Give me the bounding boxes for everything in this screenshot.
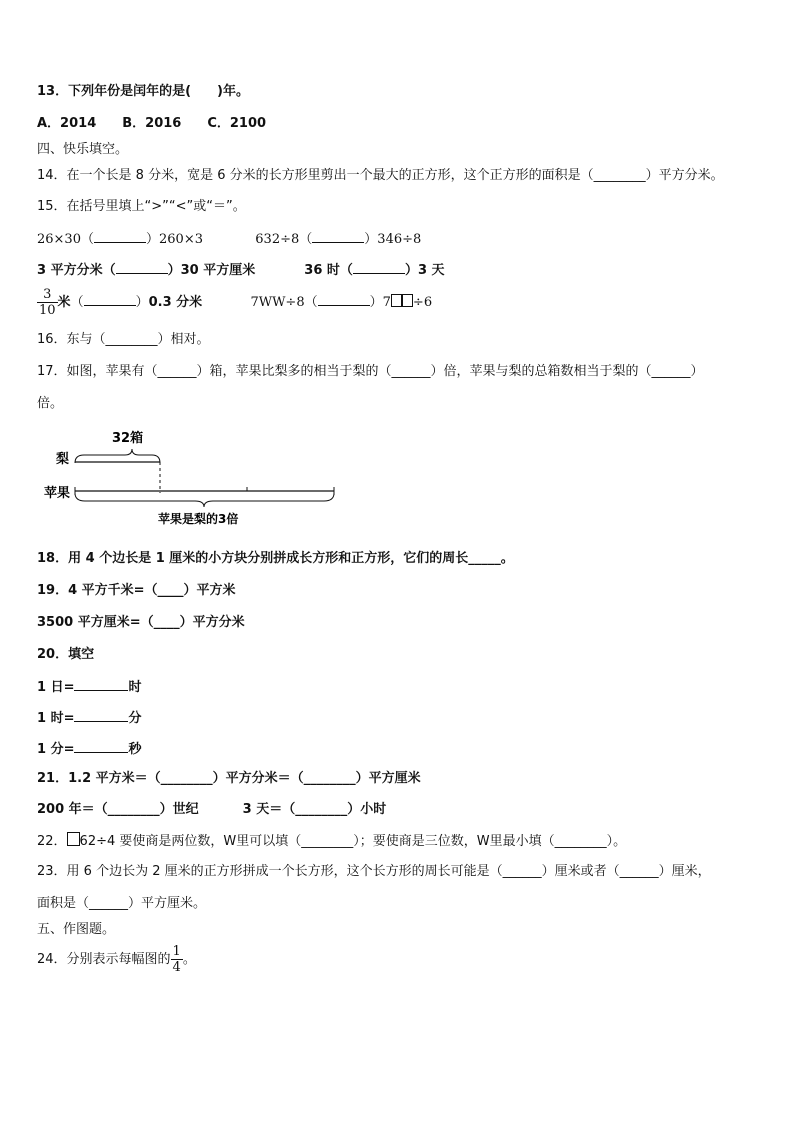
answer-blank[interactable] (353, 260, 405, 274)
section-4-heading: 四、快乐填空。 (37, 142, 129, 157)
q14-text: 14．在一个长是 8 分米，宽是 6 分米的长方形里剪出一个最大的正方形，这个正方形的面积是（________）平方分米。 (37, 168, 724, 183)
q17-line2: 倍。 (37, 396, 64, 411)
answer-blank[interactable] (74, 739, 128, 753)
q15-row1: 26×30（ ）260×3 632÷8（ ）346÷8 (37, 229, 421, 249)
q15-r1b-left: 632÷8 (255, 232, 300, 247)
q21-line2: 200 年＝（________）世纪 3 天＝（________）小时 (37, 802, 387, 817)
q19-line2: 3500 平方厘米=（____）平方分米 (37, 615, 245, 630)
fraction-1-4: $\frac{1}{4}$ (172, 944, 181, 975)
pear-label: 梨 (56, 452, 70, 467)
answer-blank[interactable] (74, 708, 128, 722)
q20-line3: 1 分= 秒 (37, 739, 141, 759)
q15-r1a-left: 26×30 (37, 232, 81, 247)
q15-r1b-right: 346÷8 (377, 232, 422, 247)
apple-pear-diagram (40, 425, 340, 530)
digit-box (402, 294, 413, 307)
q20-line2: 1 时= 分 (37, 708, 141, 728)
answer-blank[interactable] (318, 292, 370, 306)
q17-line1: 17．如图，苹果有（______）箱，苹果比梨多的相当于梨的（______）倍，苹果与梨的总箱数相当于梨的（______） (37, 364, 704, 379)
bottom-brace (75, 493, 334, 507)
answer-blank[interactable] (312, 229, 364, 243)
digit-box (391, 294, 402, 307)
answer-blank[interactable] (116, 260, 168, 274)
digit-box (67, 832, 80, 846)
q13-options: A．2014 B．2016 C．2100 (37, 116, 267, 131)
top-brace-label: 32箱 (112, 431, 144, 446)
q21-line1: 21．1.2 平方米＝（________）平方分米＝（________）平方厘米 (37, 771, 421, 786)
q15-row3: $\frac{3}{10}$ 米（ ）0.3 分米 7WW÷8（ ）7 ÷6 (39, 287, 433, 318)
q16-text: 16．东与（________）相对。 (37, 332, 210, 347)
answer-blank[interactable] (94, 229, 146, 243)
q15-r1a-right: 260×3 (159, 232, 203, 247)
section-5-heading: 五、作图题。 (37, 922, 116, 937)
q19-line1: 19．4 平方千米=（____）平方米 (37, 583, 236, 598)
q23-line2: 面积是（______）平方厘米。 (37, 896, 207, 911)
top-brace (75, 449, 160, 463)
q23-line1: 23．用 6 个边长为 2 厘米的正方形拼成一个长方形，这个长方形的周长可能是（______）厘米或者（______）厘米， (37, 864, 711, 879)
q15-row2: 3 平方分米（ ）30 平方厘米 36 时（ ）3 天 (37, 260, 445, 280)
answer-blank[interactable] (74, 677, 128, 691)
fraction-3-10: $\frac{3}{10}$ (39, 287, 56, 318)
bottom-brace-label: 苹果是梨的3倍 (158, 512, 239, 526)
q20-title: 20．填空 (37, 647, 95, 662)
q22-text: 22． 62÷4 要使商是两位数，W里可以填（________）；要使商是三位数，W里最小填（________）。 (37, 834, 627, 849)
q20-line1: 1 日= 时 (37, 677, 141, 697)
q24-text: 24．分别表示每幅图的 $\frac{1}{4}$ 。 (37, 944, 196, 975)
apple-label: 苹果 (44, 486, 71, 501)
q15-title: 15．在括号里填上“>”“<”或“＝”。 (37, 199, 246, 214)
q13-text: 13．下列年份是闰年的是( )年。 (37, 84, 249, 99)
q18-text: 18．用 4 个边长是 1 厘米的小方块分别拼成长方形和正方形，它们的周长_____。 (37, 551, 514, 566)
answer-blank[interactable] (84, 292, 136, 306)
